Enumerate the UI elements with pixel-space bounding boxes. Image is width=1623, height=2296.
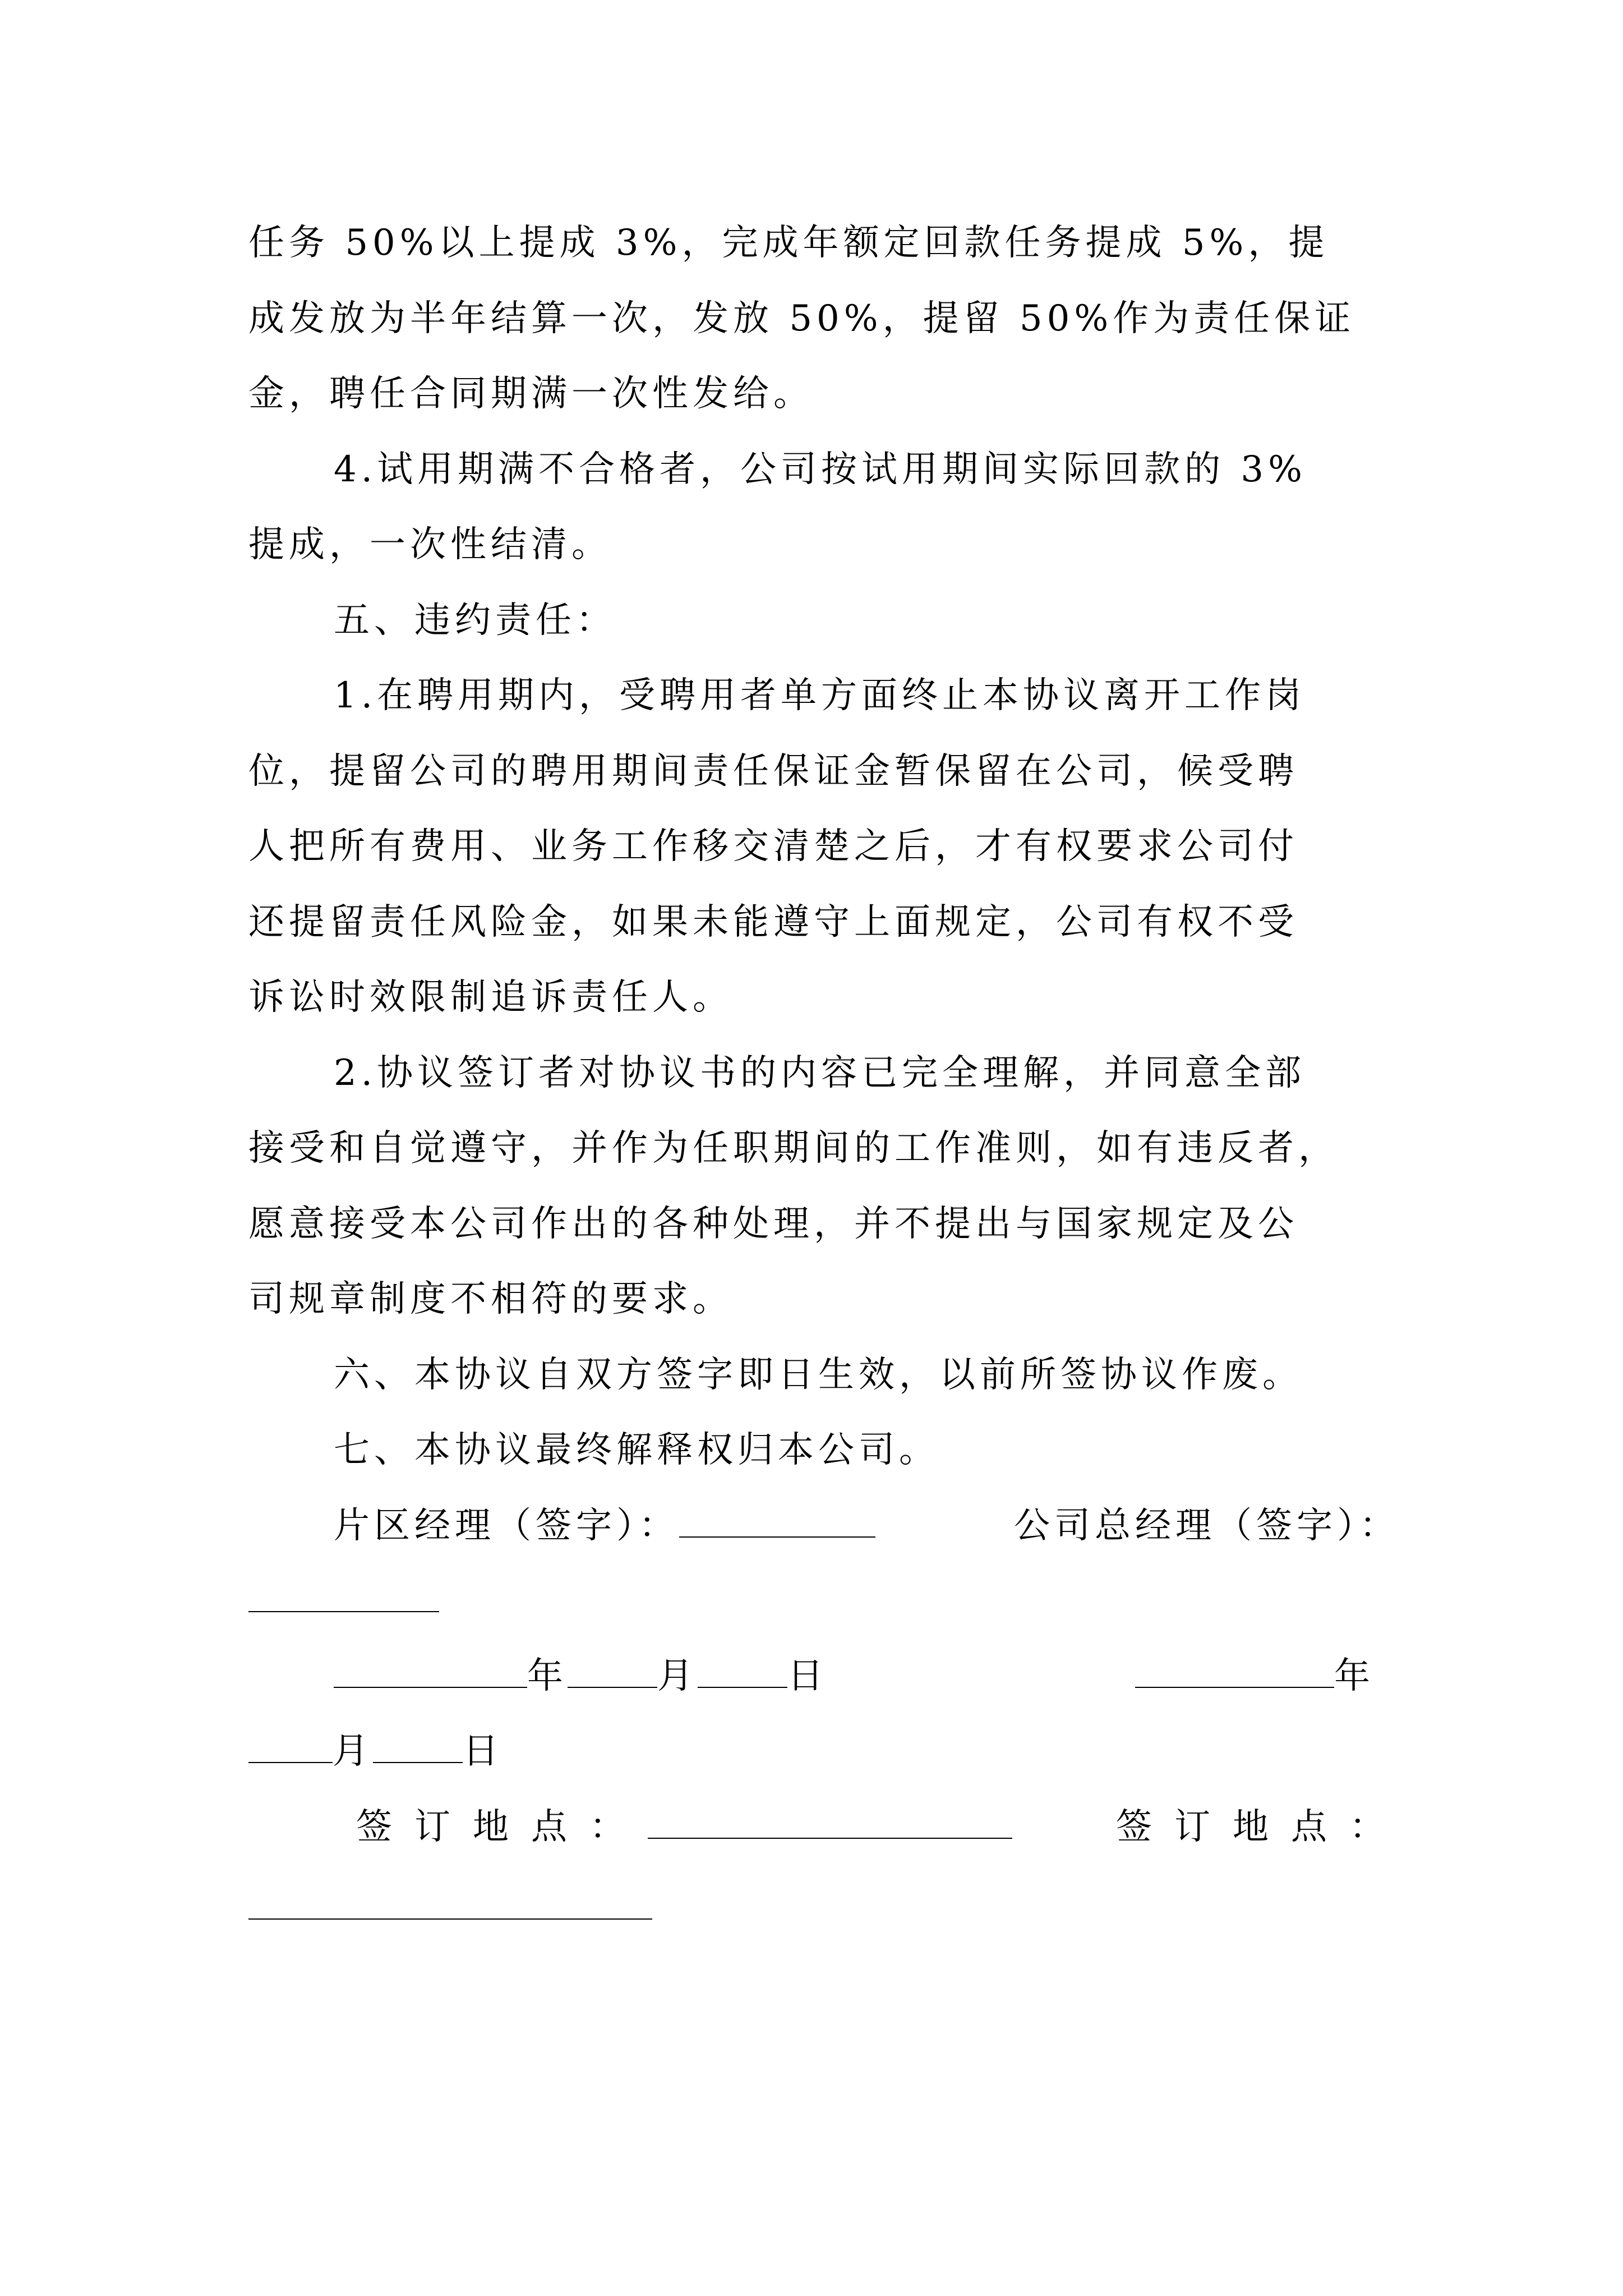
- day-label: 日: [787, 1655, 828, 1697]
- signing-date-left: [334, 1649, 828, 1703]
- clause-interpretation: 七、本协议最终解释权归本公司。: [334, 1429, 939, 1471]
- clause-effective: 六、本协议自双方签字即日生效，以前所签协议作废。: [334, 1354, 1303, 1396]
- paragraph-line: 成发放为半年结算一次，发放 50%，提留 50%作为责任保证: [248, 298, 1355, 339]
- paragraph-line: 2.协议签订者对协议书的内容已完全理解，并同意全部: [334, 1052, 1306, 1094]
- paragraph-line: 位，提留公司的聘用期间责任保证金暂保留在公司，候受聘: [248, 751, 1298, 792]
- general-manager-label: 公司总经理（签字）：: [1014, 1505, 1400, 1547]
- month-field-right[interactable]: [248, 1729, 333, 1763]
- general-manager-signature-field[interactable]: [248, 1611, 439, 1612]
- place-label-right: [1116, 1800, 1408, 1854]
- paragraph-line: 人把所有费用、业务工作移交清楚之后，才有权要求公司付: [248, 826, 1298, 867]
- year-field-right[interactable]: [1135, 1654, 1334, 1688]
- paragraph-line: 接受和自觉遵守，并作为任职期间的工作准则，如有违反者，: [248, 1128, 1339, 1169]
- paragraph-line: 司规章制度不相符的要求。: [248, 1278, 733, 1320]
- place-field-right[interactable]: [248, 1918, 652, 1920]
- month-field[interactable]: [568, 1654, 657, 1688]
- paragraph-line: 金，聘任合同期满一次性发给。: [248, 373, 814, 415]
- year-label-right: 年: [1334, 1655, 1375, 1697]
- district-manager-signature: [334, 1499, 875, 1553]
- signing-date-right-year: [1135, 1649, 1375, 1703]
- year-label: 年: [527, 1655, 568, 1697]
- paragraph-line: 4.试用期满不合格者，公司按试用期间实际回款的 3%: [334, 449, 1307, 490]
- paragraph-line: 愿意接受本公司作出的各种处理，并不提出与国家规定及公: [248, 1203, 1298, 1245]
- paragraph-line: 诉讼时效限制追诉责任人。: [248, 977, 733, 1018]
- day-label-right: 日: [463, 1731, 503, 1772]
- day-field[interactable]: [698, 1654, 787, 1688]
- paragraph-line: 任务 50%以上提成 3%，完成年额定回款任务提成 5%，提: [248, 222, 1329, 264]
- section-heading: 五、违约责任：: [334, 600, 616, 641]
- month-label: 月: [657, 1655, 698, 1697]
- district-manager-signature-field[interactable]: [679, 1504, 875, 1538]
- paragraph-line: 还提留责任风险金，如果未能遵守上面规定，公司有权不受: [248, 901, 1298, 943]
- place-label-right-text: 签订地点：: [1116, 1806, 1408, 1848]
- place-field[interactable]: [648, 1805, 1012, 1839]
- year-field[interactable]: [334, 1654, 527, 1688]
- day-field-right[interactable]: [373, 1729, 463, 1763]
- paragraph-line: 提成，一次性结清。: [248, 524, 612, 565]
- signing-place-left: [356, 1800, 1012, 1854]
- paragraph-line: 1.在聘用期内，受聘用者单方面终止本协议离开工作岗: [334, 675, 1306, 716]
- month-label-right: 月: [333, 1731, 373, 1772]
- district-manager-label: 片区经理（签字）：: [334, 1505, 679, 1547]
- signing-date-right-rest: [248, 1724, 503, 1778]
- place-label: 签订地点：: [356, 1806, 648, 1848]
